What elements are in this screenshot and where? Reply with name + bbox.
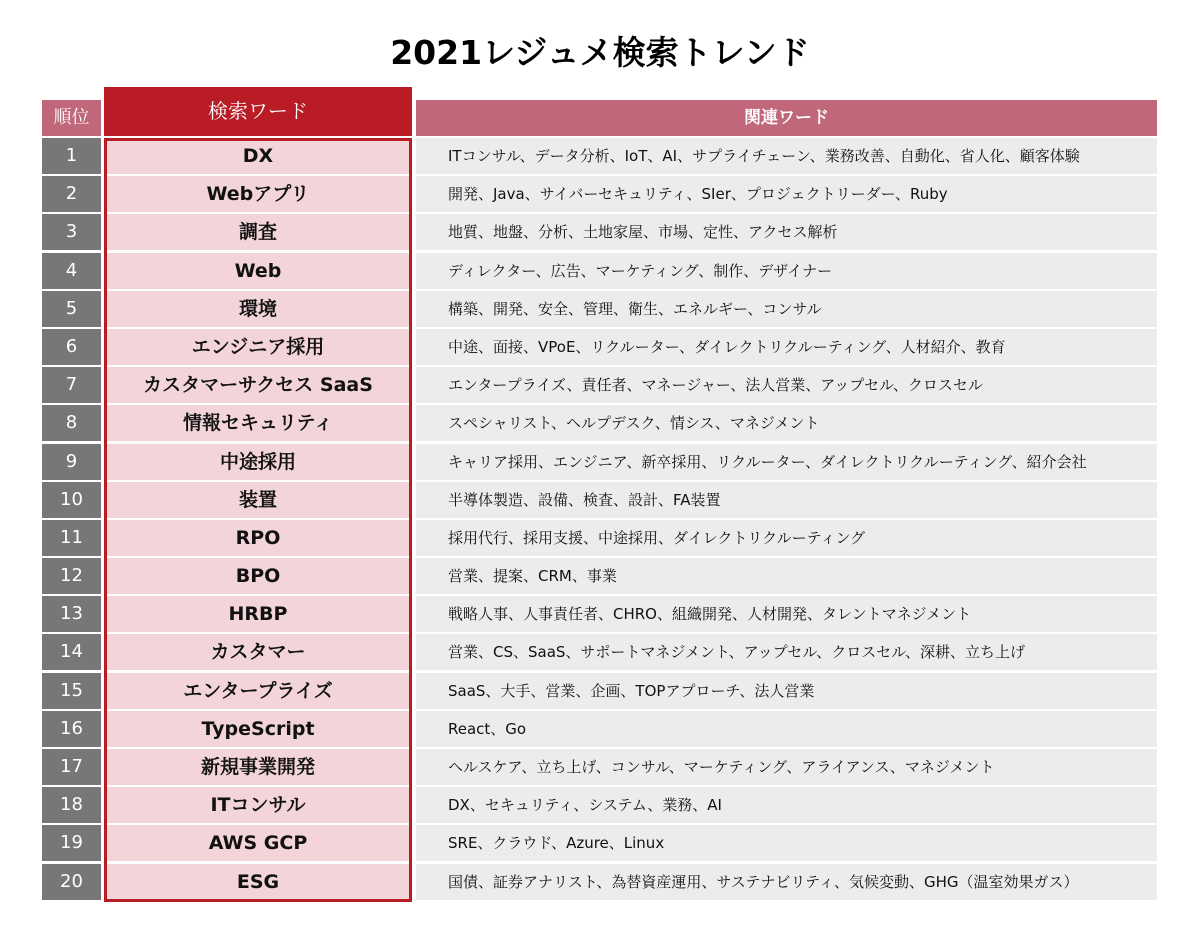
related-words-cell: キャリア採用、エンジニア、新卒採用、リクルーター、ダイレクトリクルーティング、紹介会社 bbox=[416, 444, 1157, 480]
page-title: 2021レジュメ検索トレンド bbox=[390, 33, 810, 72]
rank-cell: 6 bbox=[42, 329, 101, 365]
related-words-cell: 国債、証券アナリスト、為替資産運用、サステナビリティ、気候変動、GHG（温室効果ガス） bbox=[416, 864, 1157, 900]
keyword-cell: 新規事業開発 bbox=[106, 749, 410, 785]
related-words-cell: 戦略人事、人事責任者、CHRO、組織開発、人材開発、タレントマネジメント bbox=[416, 596, 1157, 632]
keyword-cell: ITコンサル bbox=[106, 787, 410, 823]
related-words-cell: スペシャリスト、ヘルプデスク、情シス、マネジメント bbox=[416, 405, 1157, 441]
rank-cell: 7 bbox=[42, 367, 101, 403]
keyword-cell: Webアプリ bbox=[106, 176, 410, 212]
table-row bbox=[42, 176, 1157, 214]
rank-cell: 19 bbox=[42, 825, 101, 861]
rank-cell: 1 bbox=[42, 138, 101, 174]
table-row bbox=[42, 253, 1157, 291]
table-row bbox=[42, 444, 1157, 482]
related-words-cell: 地質、地盤、分析、土地家屋、市場、定性、アクセス解析 bbox=[416, 214, 1157, 250]
table-row bbox=[42, 825, 1157, 863]
keyword-cell: TypeScript bbox=[106, 711, 410, 747]
table-row bbox=[42, 405, 1157, 443]
table-row bbox=[42, 634, 1157, 672]
keyword-cell: カスタマー bbox=[106, 634, 410, 670]
related-words-cell: 構築、開発、安全、管理、衛生、エネルギー、コンサル bbox=[416, 291, 1157, 327]
keyword-cell: カスタマーサクセス SaaS bbox=[106, 367, 410, 403]
related-words-cell: エンタープライズ、責任者、マネージャー、法人営業、アップセル、クロスセル bbox=[416, 367, 1157, 403]
table-row bbox=[42, 520, 1157, 558]
trend-table bbox=[42, 138, 1157, 902]
table-row bbox=[42, 749, 1157, 787]
keyword-cell: Web bbox=[106, 253, 410, 289]
related-words-cell: ヘルスケア、立ち上げ、コンサル、マーケティング、アライアンス、マネジメント bbox=[416, 749, 1157, 785]
keyword-cell: ESG bbox=[106, 864, 410, 900]
rank-cell: 18 bbox=[42, 787, 101, 823]
table-row bbox=[42, 673, 1157, 711]
rank-cell: 8 bbox=[42, 405, 101, 441]
related-words-cell: React、Go bbox=[416, 711, 1157, 747]
table-row bbox=[42, 329, 1157, 367]
table-row bbox=[42, 367, 1157, 405]
related-words-cell: ディレクター、広告、マーケティング、制作、デザイナー bbox=[416, 253, 1157, 289]
related-words-cell: SaaS、大手、営業、企画、TOPアプローチ、法人営業 bbox=[416, 673, 1157, 709]
keyword-cell: 中途採用 bbox=[106, 444, 410, 480]
related-words-cell: 開発、Java、サイバーセキュリティ、SIer、プロジェクトリーダー、Ruby bbox=[416, 176, 1157, 212]
keyword-cell: BPO bbox=[106, 558, 410, 594]
keyword-cell: 装置 bbox=[106, 482, 410, 518]
table-row bbox=[42, 558, 1157, 596]
rank-cell: 14 bbox=[42, 634, 101, 670]
keyword-cell: DX bbox=[106, 138, 410, 174]
table-row bbox=[42, 138, 1157, 176]
rank-cell: 12 bbox=[42, 558, 101, 594]
rank-cell: 13 bbox=[42, 596, 101, 632]
keyword-cell: 調査 bbox=[106, 214, 410, 250]
keyword-cell: RPO bbox=[106, 520, 410, 556]
related-words-cell: DX、セキュリティ、システム、業務、AI bbox=[416, 787, 1157, 823]
table-row bbox=[42, 214, 1157, 252]
table-row bbox=[42, 482, 1157, 520]
related-words-cell: 採用代行、採用支援、中途採用、ダイレクトリクルーティング bbox=[416, 520, 1157, 556]
rank-cell: 9 bbox=[42, 444, 101, 480]
related-words-cell: 営業、CS、SaaS、サポートマネジメント、アップセル、クロスセル、深耕、立ち上げ bbox=[416, 634, 1157, 670]
table-row bbox=[42, 291, 1157, 329]
table-row bbox=[42, 711, 1157, 749]
related-words-cell: 中途、面接、VPoE、リクルーター、ダイレクトリクルーティング、人材紹介、教育 bbox=[416, 329, 1157, 365]
rank-cell: 16 bbox=[42, 711, 101, 747]
header-keyword: 検索ワード bbox=[104, 87, 412, 136]
keyword-cell: エンジニア採用 bbox=[106, 329, 410, 365]
header-related: 関連ワード bbox=[416, 100, 1157, 136]
rank-cell: 11 bbox=[42, 520, 101, 556]
related-words-cell: SRE、クラウド、Azure、Linux bbox=[416, 825, 1157, 861]
table-row bbox=[42, 787, 1157, 825]
rank-cell: 2 bbox=[42, 176, 101, 212]
keyword-cell: 環境 bbox=[106, 291, 410, 327]
rank-cell: 15 bbox=[42, 673, 101, 709]
table-row bbox=[42, 864, 1157, 902]
keyword-cell: HRBP bbox=[106, 596, 410, 632]
keyword-cell: エンタープライズ bbox=[106, 673, 410, 709]
rank-cell: 10 bbox=[42, 482, 101, 518]
related-words-cell: 半導体製造、設備、検査、設計、FA装置 bbox=[416, 482, 1157, 518]
related-words-cell: 営業、提案、CRM、事業 bbox=[416, 558, 1157, 594]
keyword-cell: AWS GCP bbox=[106, 825, 410, 861]
rank-cell: 17 bbox=[42, 749, 101, 785]
rank-cell: 3 bbox=[42, 214, 101, 250]
keyword-cell: 情報セキュリティ bbox=[106, 405, 410, 441]
table-row bbox=[42, 596, 1157, 634]
header-rank: 順位 bbox=[42, 100, 101, 136]
related-words-cell: ITコンサル、データ分析、IoT、AI、サプライチェーン、業務改善、自動化、省人化、顧客体験 bbox=[416, 138, 1157, 174]
rank-cell: 5 bbox=[42, 291, 101, 327]
rank-cell: 20 bbox=[42, 864, 101, 900]
rank-cell: 4 bbox=[42, 253, 101, 289]
